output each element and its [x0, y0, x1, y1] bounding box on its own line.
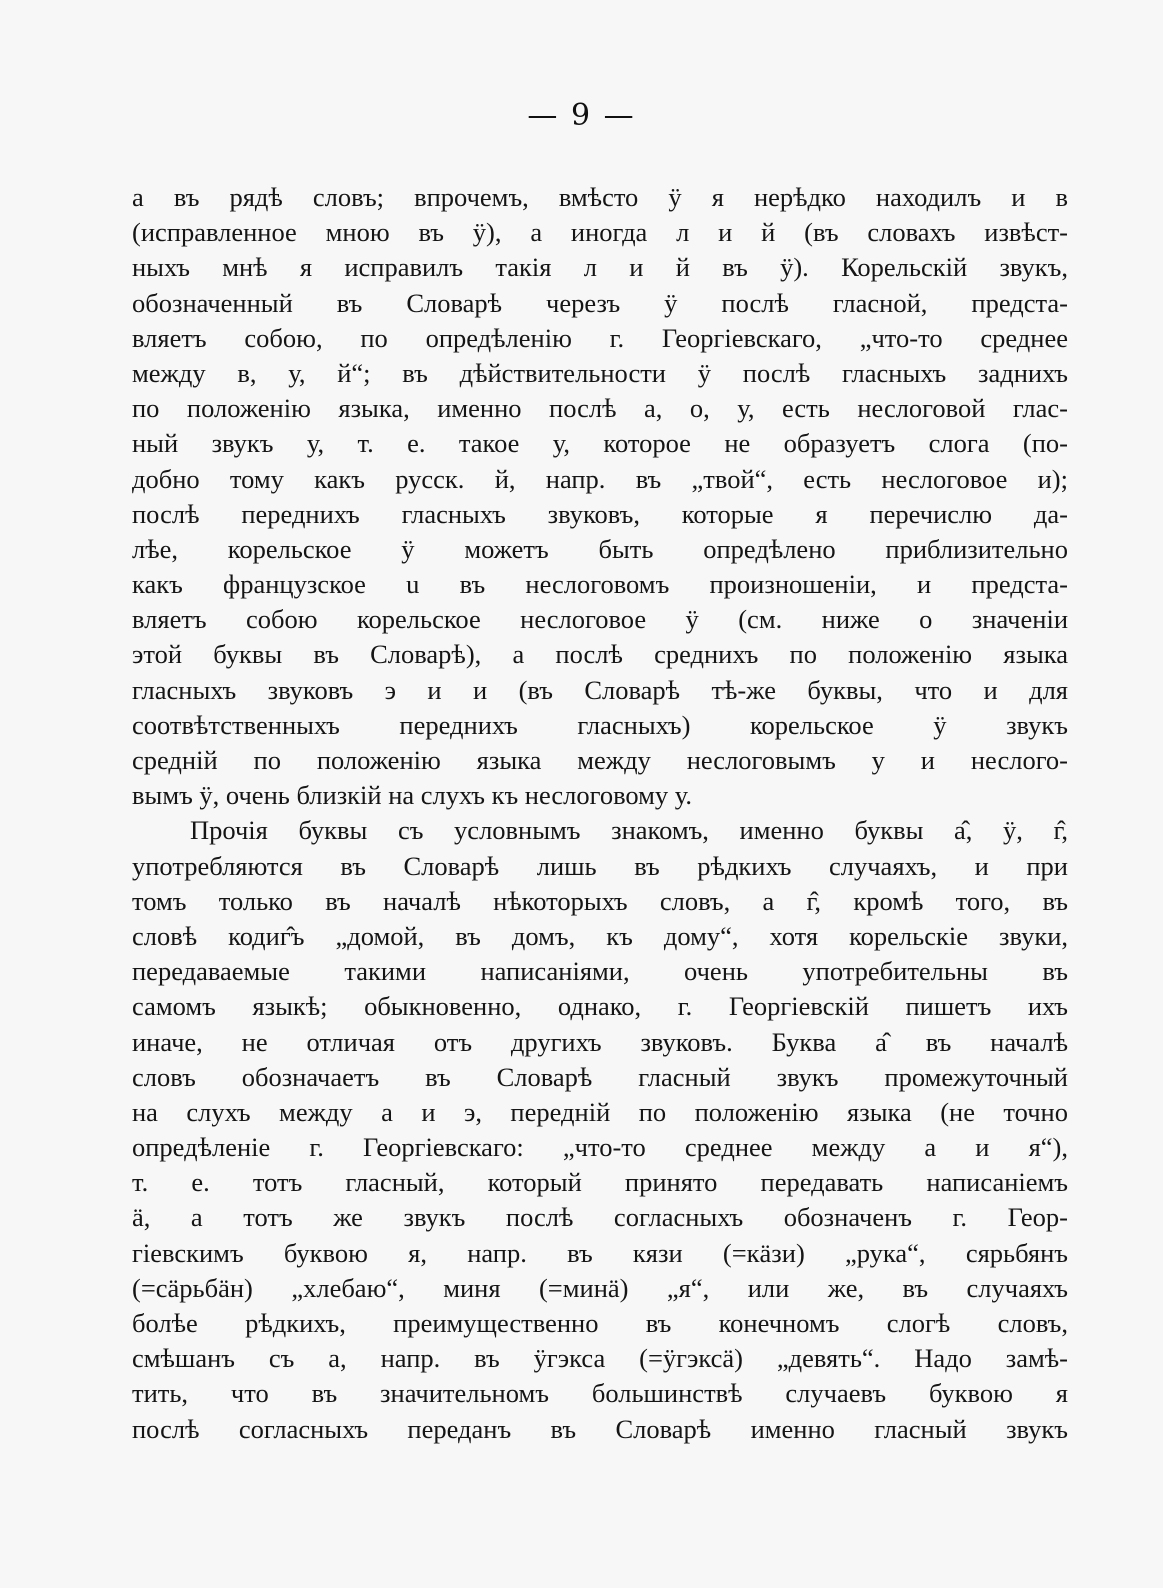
text-line: ный звукъ у, т. е. такое у, которое не образуетъ слога (по- — [132, 428, 1068, 459]
text-line: тить, что въ значительномъ большинствѣ случаевъ буквою я — [132, 1378, 1068, 1409]
text-line: гласныхъ звуковъ э и и (въ Словарѣ тѣ-же буквы, что и для — [132, 674, 1068, 705]
text-line: (=сäрьбäн) „хлебаю“, миня (=минä) „я“, или же, въ случаяхъ — [132, 1272, 1068, 1303]
text-line: этой буквы въ Словарѣ), а послѣ среднихъ по положенію языка — [132, 639, 1068, 670]
text-line: т. е. тотъ гласный, который принято передавать написаніемъ — [132, 1167, 1068, 1198]
text-line: словѣ кодиг̂ъ „домой, въ домъ, къ дому“, хотя корельскіе звуки, — [132, 920, 1068, 951]
text-line: опредѣленіе г. Георгіевскаго: „что-то среднее между а и я“), — [132, 1132, 1068, 1163]
text-line: ныхъ мнѣ я исправилъ такія л и й въ ӱ). Корельскій звукъ, — [132, 252, 1068, 283]
text-line: словъ обозначаетъ въ Словарѣ гласный звукъ промежуточный — [132, 1061, 1068, 1092]
text-line: (исправленное мною въ ӱ), а иногда л и й (въ словахъ извѣст- — [132, 217, 1068, 248]
paragraph-1 — [132, 180, 1068, 813]
text-line: соотвѣтственныхъ переднихъ гласныхъ) корельское ӱ звукъ — [132, 709, 1068, 740]
text-line: какъ французское u въ неслоговомъ произношеніи, и предста- — [132, 569, 1068, 600]
text-line: обозначенный въ Словарѣ черезъ ӱ послѣ гласной, предста- — [132, 287, 1068, 318]
text-line: вляетъ собою, по опредѣленію г. Георгіевскаго, „что-то среднее — [132, 322, 1068, 353]
page-number: — 9 — — [527, 98, 636, 133]
text-line: гіевскимъ буквою я, напр. въ кязи (=кäзи) „рука“, сярьбянъ — [132, 1237, 1068, 1268]
text-line: между в, у, й“; въ дѣйствительности ӱ послѣ гласныхъ заднихъ — [132, 357, 1068, 388]
text-line: послѣ переднихъ гласныхъ звуковъ, которые я перечислю да- — [132, 498, 1068, 529]
text-line: употребляются въ Словарѣ лишь въ рѣдкихъ случаяхъ, и при — [132, 850, 1068, 881]
text-line: а въ рядѣ словъ; впрочемъ, вмѣсто ӱ я нерѣдко находилъ и в — [132, 182, 1068, 212]
text-line: ä, а тотъ же звукъ послѣ согласныхъ обозначенъ г. Геор- — [132, 1202, 1068, 1233]
text-line: передаваемые такими написаніями, очень употребительны въ — [132, 956, 1068, 987]
text-line: вляетъ собою корельское неслоговое ӱ (см. ниже о значеніи — [132, 604, 1068, 635]
text-line: добно тому какъ русск. й, напр. въ „твой“, есть неслоговое и); — [132, 463, 1068, 494]
text-line: Прочія буквы съ условнымъ знакомъ, именно буквы а̂, ӱ, г̂, — [190, 815, 1068, 846]
text-line: томъ только въ началѣ нѣкоторыхъ словъ, а г̂, кромѣ того, въ — [132, 885, 1068, 916]
text-line: по положенію языка, именно послѣ а, о, у, есть неслоговой глас- — [132, 393, 1068, 424]
paragraph-2 — [132, 813, 1068, 1446]
text-line: самомъ языкѣ; обыкновенно, однако, г. Георгіевскій пишетъ ихъ — [132, 991, 1068, 1022]
text-line: смѣшанъ съ а, напр. въ ӱгэкса (=ӱгэксä) „девять“. Надо замѣ- — [132, 1343, 1068, 1374]
text-line: болѣе рѣдкихъ, преимущественно въ конечномъ слогѣ словъ, — [132, 1308, 1068, 1338]
text-line: иначе, не отличая отъ другихъ звуковъ. Буква а̂ въ началѣ — [132, 1026, 1068, 1057]
text-line: лѣе, корельское ӱ можетъ быть опредѣлено приблизительно — [132, 533, 1068, 564]
text-line: послѣ согласныхъ переданъ въ Словарѣ именно гласный звукъ — [132, 1413, 1068, 1444]
text-line: на слухъ между а и э, передній по положенію языка (не точно — [132, 1096, 1068, 1127]
text-line: средній по положенію языка между неслоговымъ у и неслого- — [132, 745, 1068, 775]
page-text — [132, 180, 1068, 1447]
text-line: вымъ ӱ, очень близкій на слухъ къ неслоговому у. — [132, 780, 693, 811]
